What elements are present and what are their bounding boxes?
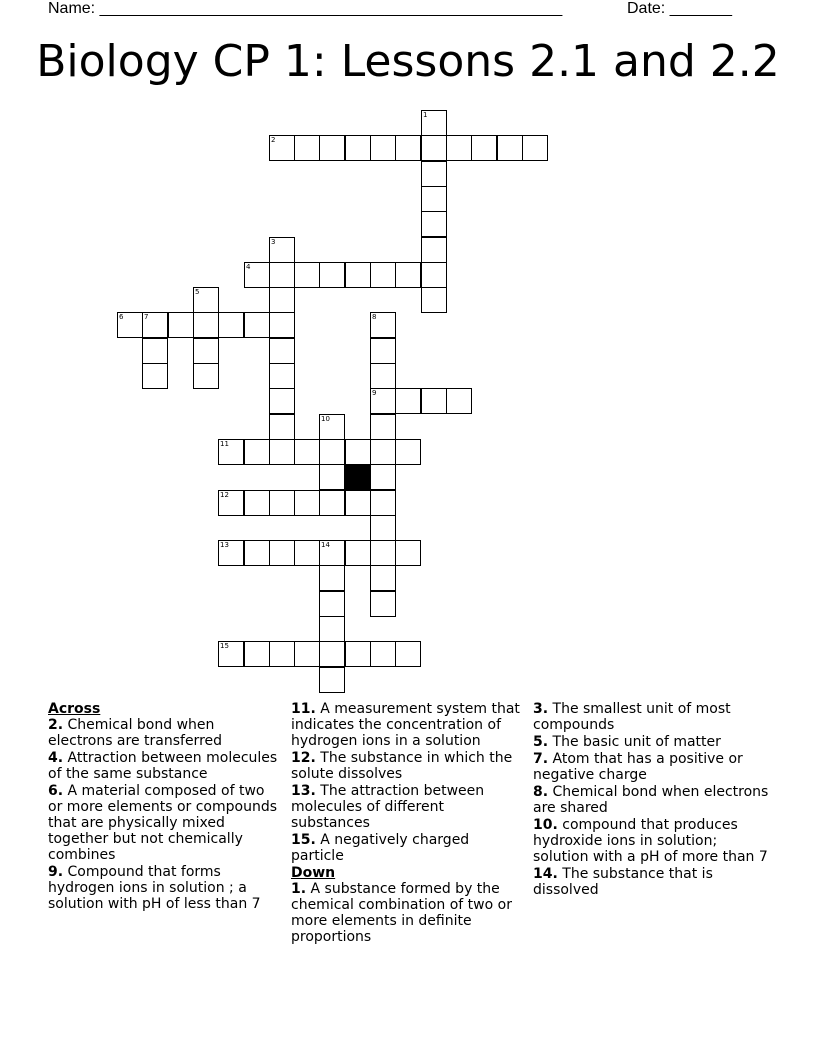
clue-item-text: The substance in which the solute dissolves (291, 750, 513, 782)
grid-cell[interactable] (395, 641, 421, 667)
down-clue-list (291, 881, 525, 945)
grid-cell[interactable] (370, 135, 396, 161)
clue-item (291, 881, 525, 945)
grid-cell[interactable] (244, 490, 270, 516)
clue-number: 13 (220, 541, 229, 549)
clue-item (533, 784, 769, 816)
clue-item-number: 8. (533, 784, 549, 800)
clue-item-number: 9. (48, 864, 64, 880)
grid-cell[interactable] (421, 186, 447, 212)
grid-cell[interactable] (319, 414, 345, 440)
clue-number: 4 (246, 263, 251, 271)
grid-cell[interactable] (168, 312, 194, 338)
grid-cell[interactable] (244, 262, 270, 288)
grid-cell[interactable] (370, 641, 396, 667)
grid-cell[interactable] (319, 667, 345, 693)
clue-item-text: A negatively charged particle (291, 832, 470, 864)
clue-item-text: The substance that is dissolved (533, 866, 713, 898)
grid-cell[interactable] (319, 641, 345, 667)
clue-item-text: Attraction between molecules of the same substance (48, 750, 278, 782)
clue-item-text: Chemical bond when electrons are shared (533, 784, 769, 816)
clue-item-text: The attraction between molecules of different substances (291, 783, 485, 831)
clue-item-text: compound that produces hydroxide ions in solution; solution with a pH of more than 7 (533, 817, 768, 865)
grid-cell[interactable] (269, 338, 295, 364)
grid-cell[interactable] (421, 211, 447, 237)
grid-cell[interactable] (421, 287, 447, 313)
grid-cell[interactable] (294, 490, 320, 516)
grid-cell[interactable] (370, 540, 396, 566)
clues-column-1 (48, 701, 280, 913)
grid-cell[interactable] (218, 540, 244, 566)
grid-cell[interactable] (370, 363, 396, 389)
grid-cell[interactable] (497, 135, 523, 161)
grid-cell[interactable] (370, 591, 396, 617)
clue-item-number: 6. (48, 783, 64, 799)
clue-number: 2 (271, 136, 276, 144)
grid-cell[interactable] (218, 490, 244, 516)
clue-item (291, 750, 525, 782)
grid-cell[interactable] (370, 464, 396, 490)
grid-cell[interactable] (269, 439, 295, 465)
clue-item (533, 734, 769, 750)
clue-item-number: 14. (533, 866, 558, 882)
grid-cell[interactable] (193, 338, 219, 364)
grid-cell[interactable] (244, 439, 270, 465)
clue-item-number: 3. (533, 701, 549, 717)
clue-item (533, 751, 769, 783)
grid-cell[interactable] (319, 464, 345, 490)
clues-column-3 (533, 701, 769, 899)
name-field-label: Name: ____________________________________________________ (48, 0, 563, 17)
clue-item-text: A material composed of two or more elements or compounds that are physically mixed together but not chemically combines (48, 783, 278, 863)
grid-cell[interactable] (319, 490, 345, 516)
grid-cell[interactable] (193, 287, 219, 313)
grid-cell[interactable] (421, 110, 447, 136)
clue-item-number: 4. (48, 750, 64, 766)
grid-cell[interactable] (294, 641, 320, 667)
clue-item (533, 817, 769, 865)
grid-cell[interactable] (395, 262, 421, 288)
grid-cell[interactable] (471, 135, 497, 161)
grid-cell[interactable] (218, 439, 244, 465)
grid-cell[interactable] (218, 312, 244, 338)
clue-item (48, 750, 280, 782)
grid-cell[interactable] (345, 641, 371, 667)
grid-cell[interactable] (319, 540, 345, 566)
blocked-cell (345, 464, 371, 490)
grid-cell[interactable] (218, 641, 244, 667)
across-heading: Across (48, 701, 101, 717)
grid-cell[interactable] (244, 540, 270, 566)
grid-cell[interactable] (319, 135, 345, 161)
clue-item-text: A measurement system that indicates the concentration of hydrogen ions in a solution (291, 701, 520, 749)
grid-cell[interactable] (370, 388, 396, 414)
clue-number: 8 (372, 313, 377, 321)
grid-cell[interactable] (370, 338, 396, 364)
down-clue-list-continued (533, 701, 769, 898)
clue-item-number: 7. (533, 751, 549, 767)
clue-number: 15 (220, 642, 229, 650)
grid-cell[interactable] (269, 540, 295, 566)
grid-cell[interactable] (319, 262, 345, 288)
clue-number: 5 (195, 288, 200, 296)
grid-cell[interactable] (294, 135, 320, 161)
grid-cell[interactable] (269, 262, 295, 288)
grid-cell[interactable] (421, 237, 447, 263)
page-title: Biology CP 1: Lessons 2.1 and 2.2 (36, 36, 780, 87)
grid-cell[interactable] (345, 540, 371, 566)
grid-cell[interactable] (319, 565, 345, 591)
grid-cell[interactable] (345, 490, 371, 516)
grid-cell[interactable] (345, 262, 371, 288)
clue-item (48, 717, 280, 749)
grid-cell[interactable] (269, 414, 295, 440)
clue-item (48, 864, 280, 912)
grid-cell[interactable] (446, 135, 472, 161)
grid-cell[interactable] (269, 237, 295, 263)
grid-cell[interactable] (395, 540, 421, 566)
date-field-label: Date: _______ (627, 0, 732, 17)
grid-cell[interactable] (345, 135, 371, 161)
clue-item (533, 866, 769, 898)
grid-cell[interactable] (370, 490, 396, 516)
grid-cell[interactable] (193, 312, 219, 338)
grid-cell[interactable] (319, 616, 345, 642)
clue-number: 6 (119, 313, 124, 321)
across-clue-list (48, 717, 280, 912)
clue-item-number: 12. (291, 750, 316, 766)
grid-cell[interactable] (142, 338, 168, 364)
grid-cell[interactable] (370, 515, 396, 541)
clue-item-number: 15. (291, 832, 316, 848)
grid-cell[interactable] (421, 135, 447, 161)
grid-cell[interactable] (142, 363, 168, 389)
grid-cell[interactable] (370, 312, 396, 338)
clue-item-text: Atom that has a positive or negative charge (533, 751, 743, 783)
clue-item-text: Chemical bond when electrons are transferred (48, 717, 223, 749)
clue-item-text: The basic unit of matter (548, 734, 721, 750)
grid-cell[interactable] (395, 135, 421, 161)
clue-item (291, 701, 525, 749)
grid-cell[interactable] (319, 439, 345, 465)
grid-cell[interactable] (345, 439, 371, 465)
clue-item-text: The smallest unit of most compounds (533, 701, 731, 733)
grid-cell[interactable] (294, 540, 320, 566)
clue-item-text: Compound that forms hydrogen ions in solution ; a solution with pH of less than 7 (48, 864, 261, 912)
clue-number: 1 (423, 111, 428, 119)
clue-number: 9 (372, 389, 377, 397)
clue-item-number: 5. (533, 734, 549, 750)
clues-column-2 (291, 701, 525, 946)
clue-item (291, 832, 525, 864)
clue-number: 7 (144, 313, 149, 321)
grid-cell[interactable] (395, 388, 421, 414)
grid-cell[interactable] (269, 363, 295, 389)
clue-number: 12 (220, 491, 229, 499)
clue-item (533, 701, 769, 733)
grid-cell[interactable] (294, 262, 320, 288)
grid-cell[interactable] (370, 565, 396, 591)
across-clue-list-continued (291, 701, 525, 864)
grid-cell[interactable] (395, 439, 421, 465)
grid-cell[interactable] (421, 388, 447, 414)
grid-cell[interactable] (269, 312, 295, 338)
clue-item-number: 1. (291, 881, 307, 897)
grid-cell[interactable] (370, 262, 396, 288)
clue-item (291, 783, 525, 831)
grid-cell[interactable] (370, 439, 396, 465)
clue-item-text: A substance formed by the chemical combination of two or more elements in definite proportions (291, 881, 512, 945)
grid-cell[interactable] (421, 262, 447, 288)
clue-item-number: 2. (48, 717, 64, 733)
grid-cell[interactable] (269, 388, 295, 414)
grid-cell[interactable] (421, 161, 447, 187)
clue-item-number: 10. (533, 817, 558, 833)
grid-cell[interactable] (269, 490, 295, 516)
clue-number: 10 (321, 415, 330, 423)
grid-cell[interactable] (294, 439, 320, 465)
grid-cell[interactable] (269, 287, 295, 313)
grid-cell[interactable] (446, 388, 472, 414)
clue-item (48, 783, 280, 863)
clue-number: 14 (321, 541, 330, 549)
down-heading: Down (291, 865, 336, 881)
grid-cell[interactable] (319, 591, 345, 617)
grid-cell[interactable] (370, 414, 396, 440)
grid-cell[interactable] (142, 312, 168, 338)
grid-cell[interactable] (244, 312, 270, 338)
grid-cell[interactable] (522, 135, 548, 161)
grid-cell[interactable] (193, 363, 219, 389)
grid-cell[interactable] (269, 135, 295, 161)
grid-cell[interactable] (269, 641, 295, 667)
clue-item-number: 13. (291, 783, 316, 799)
clue-number: 3 (271, 238, 276, 246)
clue-item-number: 11. (291, 701, 316, 717)
clue-number: 11 (220, 440, 229, 448)
grid-cell[interactable] (244, 641, 270, 667)
grid-cell[interactable] (117, 312, 143, 338)
